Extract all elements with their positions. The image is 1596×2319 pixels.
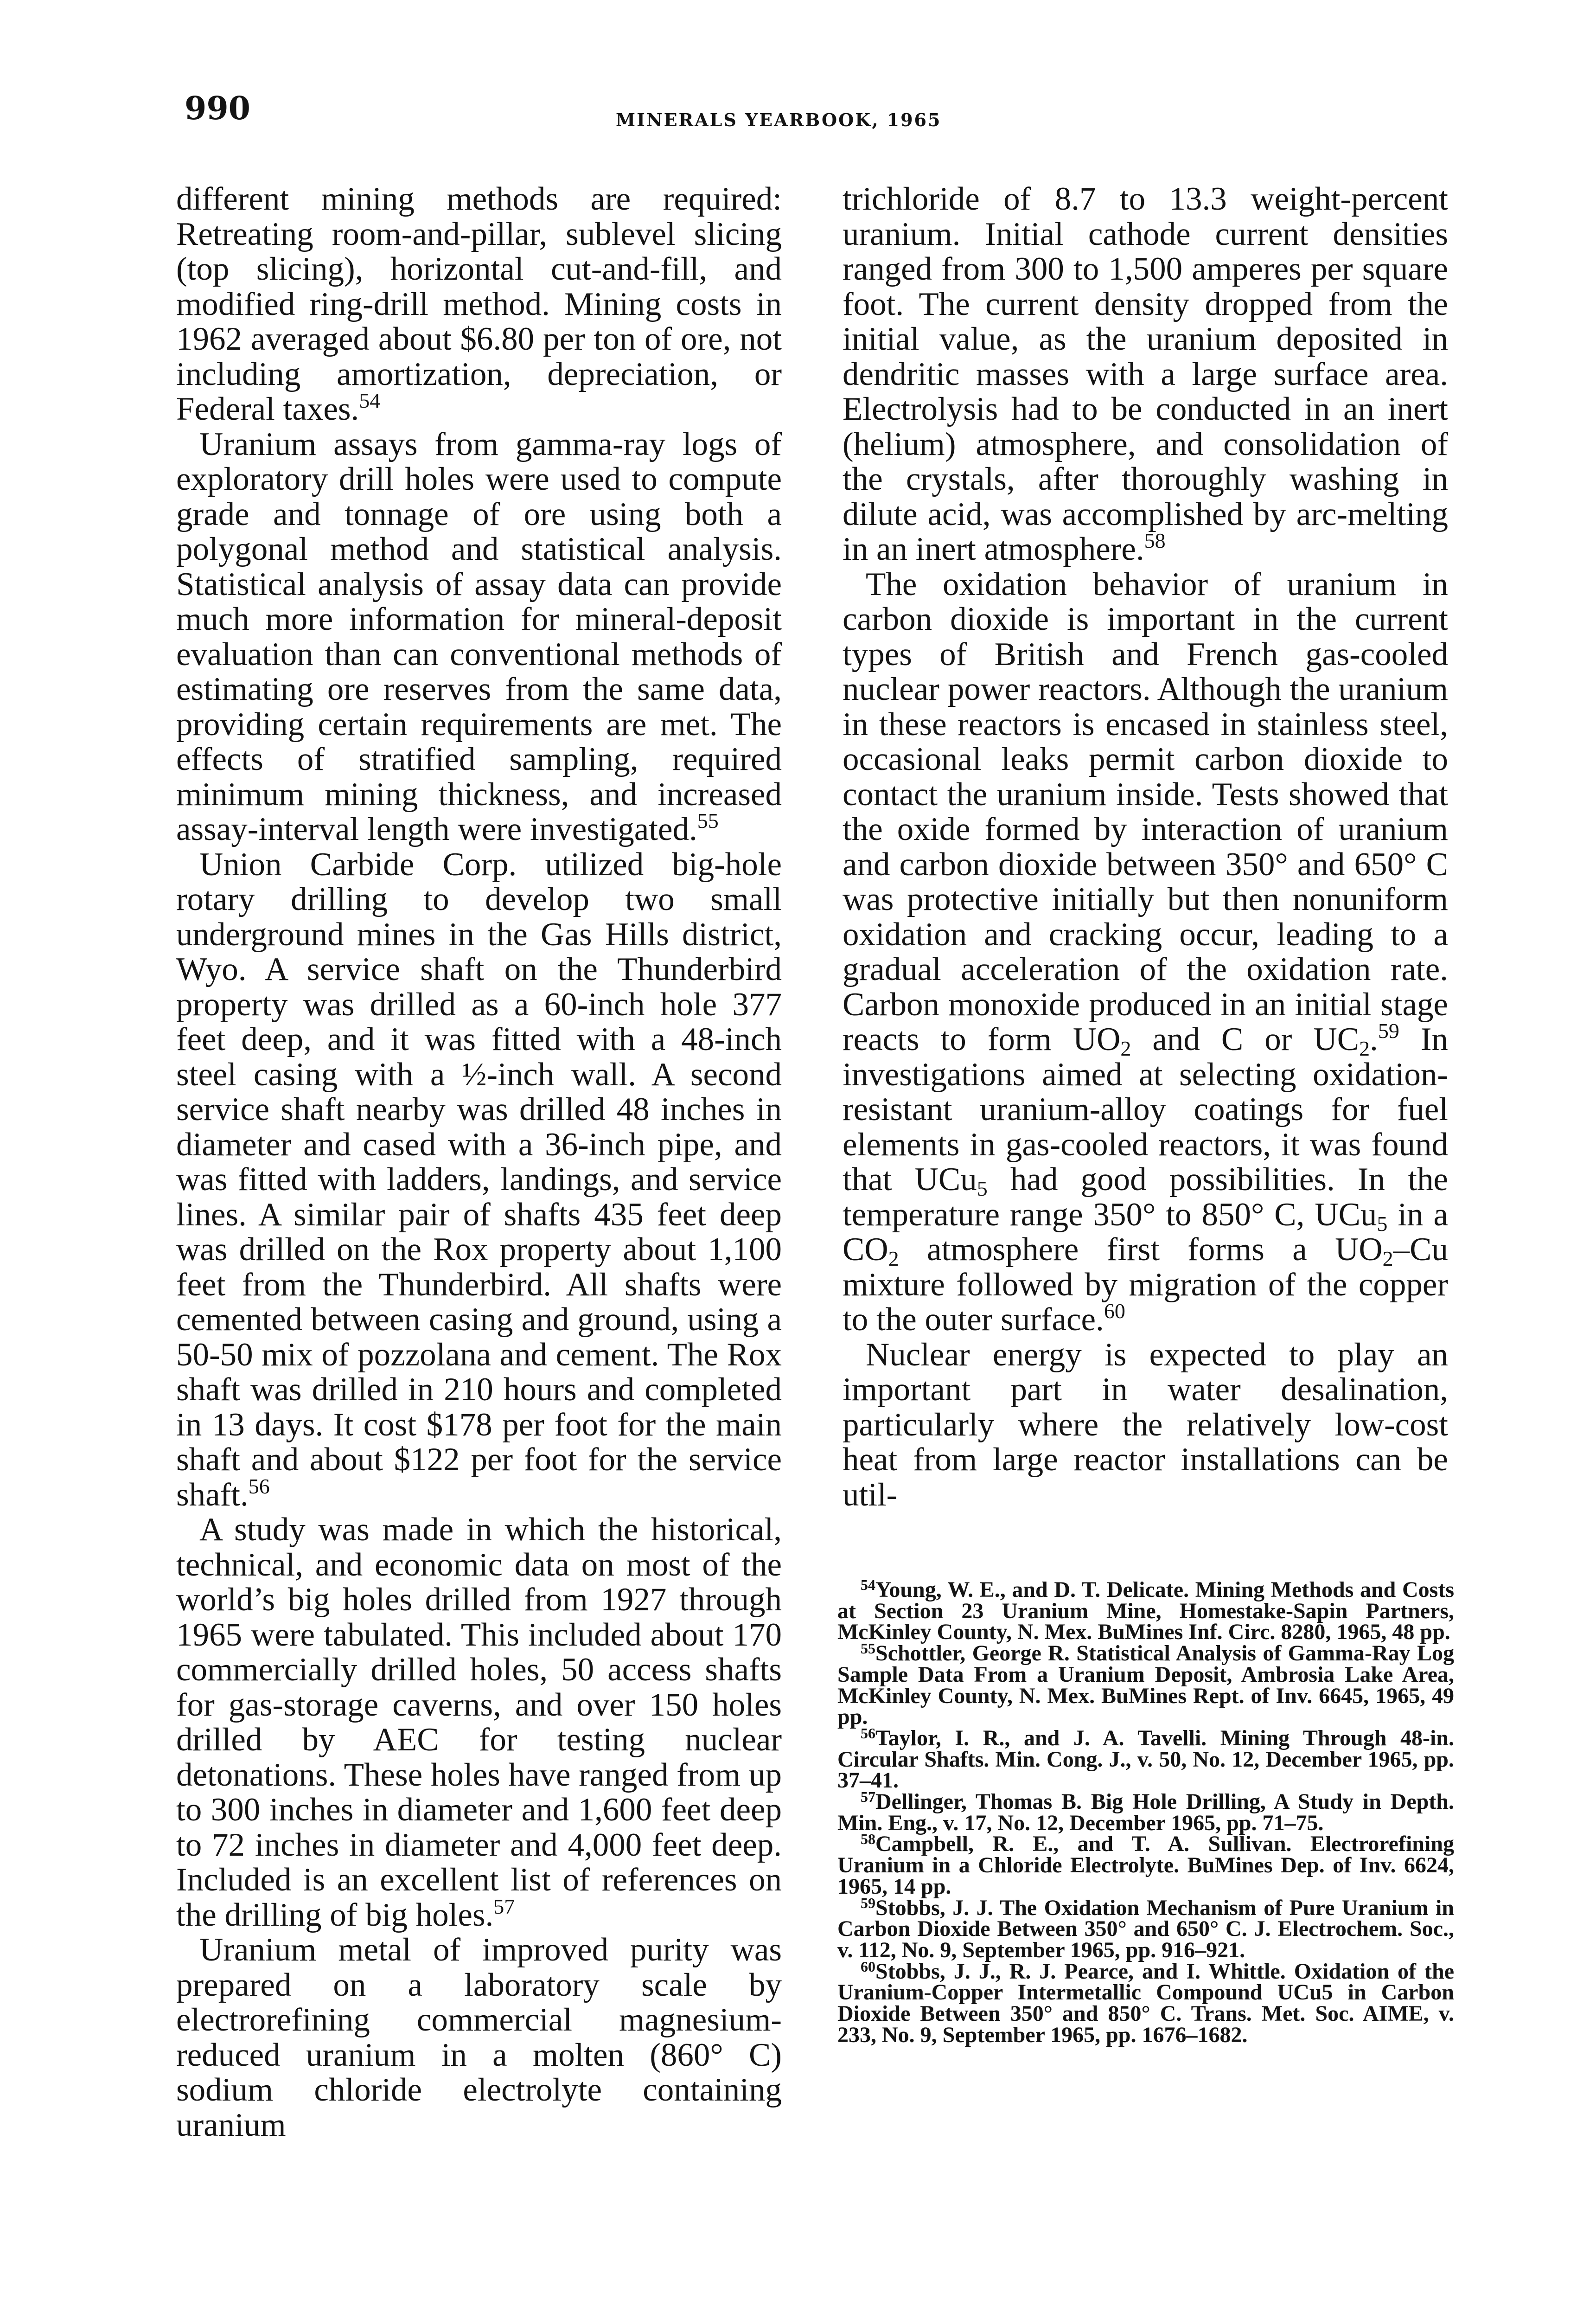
paragraph-text: . bbox=[1370, 1021, 1378, 1057]
footnote-ref[interactable]: 60 bbox=[1104, 1299, 1125, 1323]
footnote-text: Young, W. E., and D. T. Delicate. Mining Methods and Costs at Section 23 Uranium Mine, Homestake-Sapin Partners, McKinley County, N. Mex. BuMines Inf. Circ. 8280, 1965, 48 pp. bbox=[837, 1577, 1454, 1645]
paragraph-text: Uranium assays from gamma-ray logs of exploratory drill holes were used to compute grade and tonnage of ore using both a polygonal method and statistical analysis. Statistical analysis of assay data can provide much more information for mineral-deposit evaluation than can conventional methods of estimating ore reserves from the same data, providing certain requirements are met. The effects of stratified sampling, required minimum mining thickness, and increased assay-interval length were investigated. bbox=[176, 426, 782, 847]
paragraph-text: A study was made in which the historical, technical, and economic data on most of the world’s big holes drilled from 1927 through 1965 were tabulated. This included about 170 commercially drilled holes, 50 access shafts for gas-storage caverns, and over 150 holes drilled by AEC for testing nuclear detonations. These holes have ranged from up to 300 inches in diameter and 1,600 feet deep to 72 inches in diameter and 4,000 feet deep. Included is an excellent list of references on the drilling of big holes. bbox=[176, 1512, 782, 1933]
footnote bbox=[837, 1788, 1454, 1835]
page-number: 990 bbox=[185, 90, 250, 127]
paragraph-text: and C or UC bbox=[1131, 1021, 1360, 1057]
footnote-mark: 57 bbox=[861, 1788, 875, 1806]
paragraph-text: The oxidation behavior of uranium in carbon dioxide is important in the current types of British and French gas-cooled nuclear power reactors. Although the uranium in these reactors is encased in stainless steel, occasional leaks permit carbon dioxide to contact the uranium inside. Tests showed that the oxide formed by interaction of uranium and carbon dioxide between 350° and 650° C was protective initially but then nonuniform oxidation and cracking occur, leading to a gradual acceleration of the oxidation rate. Carbon monoxide produced in an initial stage reacts to form UO bbox=[843, 566, 1448, 1057]
paragraph-trichloride bbox=[843, 182, 1448, 567]
footnote-mark: 54 bbox=[861, 1576, 875, 1593]
footnote-text: Dellinger, Thomas B. Big Hole Drilling, A Study in Depth. Min. Eng., v. 17, No. 12, December 1965, pp. 71–75. bbox=[837, 1789, 1454, 1835]
right-column bbox=[843, 182, 1448, 1512]
subscript: 2 bbox=[1120, 1037, 1131, 1060]
footnote-ref[interactable]: 59 bbox=[1378, 1019, 1399, 1043]
footnote-mark: 59 bbox=[861, 1894, 875, 1911]
footnote bbox=[837, 1833, 1454, 1897]
paragraph-nuclear-energy bbox=[843, 1338, 1448, 1513]
paragraph-text: trichloride of 8.7 to 13.3 weight-percent uranium. Initial cathode current densities ranged from 300 to 1,500 amperes per square foot. The current density dropped from the initial value, as the uranium deposited in dendritic masses with a large surface area. Electrolysis had to be conducted in an inert (helium) atmosphere, and consolidation of the crystals, after thoroughly washing in dilute acid, was accomplished by arc-melting in an inert atmosphere. bbox=[843, 181, 1448, 567]
footnote-mark: 56 bbox=[861, 1724, 875, 1742]
subscript: 5 bbox=[977, 1177, 988, 1200]
paragraph-text: different mining methods are required: Retreating room-and-pillar, sublevel slicing (top slicing), horizontal cut-and-fill, and modified ring-drill method. Mining costs in 1962 averaged about $6.80 per ton of ore, not including amortization, depreciation, or Federal taxes. bbox=[176, 181, 782, 427]
footnote-ref[interactable]: 56 bbox=[248, 1474, 270, 1498]
footnote bbox=[837, 1576, 1454, 1645]
footnote-mark: 60 bbox=[861, 1958, 875, 1975]
footnote-text: Stobbs, J. J. The Oxidation Mechanism of Pure Uranium in Carbon Dioxide Between 350° and 650° C. J. Electrochem. Soc., v. 112, No. 9, September 1965, pp. 916–921. bbox=[837, 1895, 1454, 1962]
running-title: MINERALS YEARBOOK, 1965 bbox=[616, 109, 942, 130]
paragraph-uranium-assays bbox=[176, 427, 782, 847]
footnote bbox=[837, 1640, 1454, 1730]
subscript: 5 bbox=[1377, 1211, 1388, 1236]
paragraph-text: Uranium metal of improved purity was prepared on a laboratory scale by electrorefining commercial magnesium-reduced uranium in a molten (860° C) sodium chloride electrolyte containing uranium bbox=[176, 1932, 782, 2143]
footnote-ref[interactable]: 54 bbox=[359, 389, 381, 412]
footnote-text: Taylor, I. R., and J. A. Tavelli. Mining Through 48-in. Circular Shafts. Min. Cong. J., v. 50, No. 12, December 1965, pp. 37–41. bbox=[837, 1725, 1454, 1793]
left-column bbox=[176, 182, 782, 2143]
paragraph-big-holes-study bbox=[176, 1512, 782, 1933]
paragraph-text: atmosphere first forms a UO bbox=[899, 1231, 1383, 1268]
paragraph-text: had good possibilities. In the temperature range 350° to 850° C, UCu bbox=[843, 1161, 1448, 1233]
paragraph-text: In investigations aimed at selecting oxidation-resistant uranium-alloy coatings for fuel elements in gas-cooled reactors, it was found that UCu bbox=[843, 1021, 1448, 1198]
paragraph-text: Nuclear energy is expected to play an important part in water desalination, particularly where the relatively low-cost heat from large reactor installations can be util- bbox=[843, 1336, 1448, 1513]
footnote-text: Schottler, George R. Statistical Analysis of Gamma-Ray Log Sample Data From a Uranium Deposit, Ambrosia Lake Area, McKinley County, N. Mex. BuMines Rept. of Inv. 6645, 1965, 49 pp. bbox=[837, 1641, 1454, 1730]
footnote bbox=[837, 1724, 1454, 1793]
footnote-ref[interactable]: 57 bbox=[493, 1894, 515, 1918]
subscript: 2 bbox=[888, 1247, 899, 1270]
paragraph-text: in a CO bbox=[843, 1196, 1448, 1268]
footnote bbox=[837, 1894, 1454, 1962]
footnote-text: Campbell, R. E., and T. A. Sullivan. Electrorefining Uranium in a Chloride Electrolyte. BuMines Dep. of Inv. 6624, 1965, 14 pp. bbox=[837, 1832, 1454, 1899]
footnote-ref[interactable]: 55 bbox=[697, 809, 719, 833]
footnotes bbox=[837, 1576, 1454, 2047]
paragraph-text: Union Carbide Corp. utilized big-hole rotary drilling to develop two small underground mines in the Gas Hills district, Wyo. A service shaft on the Thunderbird property was drilled as a 60-inch hole 377 feet deep, and it was fitted with a 48-inch steel casing with a ½-inch wall. A second service shaft nearby was drilled 48 inches in diameter and cased with a 36-inch pipe, and was fitted with ladders, landings, and service lines. A similar pair of shafts 435 feet deep was drilled on the Rox property about 1,100 feet from the Thunderbird. All shafts were cemented between casing and ground, using a 50-50 mix of pozzolana and cement. The Rox shaft was drilled in 210 hours and completed in 13 days. It cost $178 per foot for the main shaft and about $122 per foot for the service shaft. bbox=[176, 846, 782, 1513]
footnote-text: Stobbs, J. J., R. J. Pearce, and I. Whittle. Oxidation of the Uranium-Copper Intermetallic Compound UCu5 in Carbon Dioxide Between 350° and 850° C. Trans. Met. Soc. AIME, v. 233, No. 9, September 1965, pp. 1676–1682. bbox=[837, 1959, 1454, 2047]
subscript: 2 bbox=[1359, 1037, 1370, 1060]
paragraph-mining-methods bbox=[176, 182, 782, 427]
footnote-mark: 55 bbox=[861, 1640, 875, 1657]
paragraph-text: –Cu mixture followed by migration of the copper to the outer surface. bbox=[843, 1231, 1448, 1338]
subscript: 2 bbox=[1382, 1247, 1393, 1270]
footnote-ref[interactable]: 58 bbox=[1144, 529, 1166, 552]
paragraph-oxidation-behavior bbox=[843, 567, 1448, 1338]
footnote bbox=[837, 1958, 1454, 2047]
footnote-mark: 58 bbox=[861, 1831, 875, 1848]
paragraph-union-carbide bbox=[176, 847, 782, 1513]
paragraph-uranium-metal bbox=[176, 1933, 782, 2143]
